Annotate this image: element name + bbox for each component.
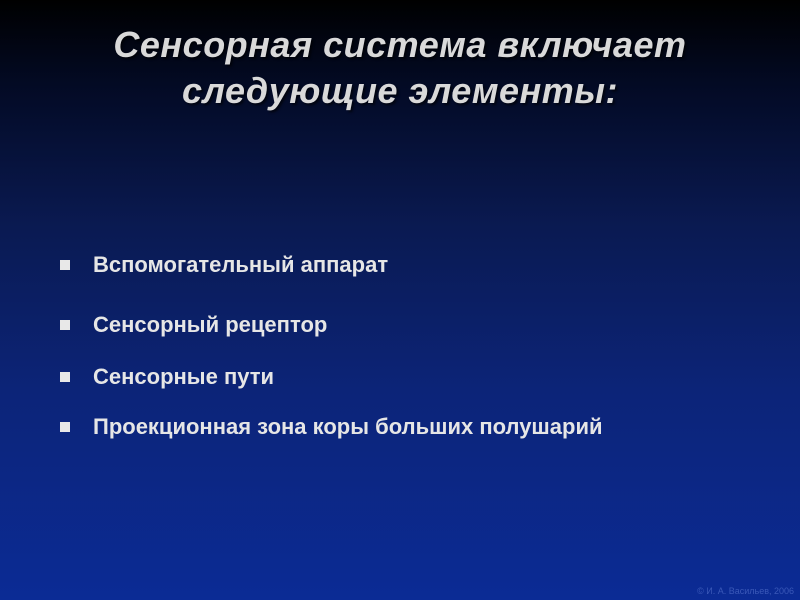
bullet-text: Сенсорный рецептор (93, 312, 328, 337)
square-bullet-icon (60, 320, 70, 330)
square-bullet-icon (60, 260, 70, 270)
square-bullet-icon (60, 372, 70, 382)
bullet-text: Сенсорные пути (93, 364, 275, 389)
slide-title (20, 22, 780, 114)
slide-title-line-2: следующие элементы: (182, 70, 618, 111)
copyright-note: © И. А. Васильев, 2006 (697, 586, 794, 596)
bullet-item-projection-zone (60, 412, 603, 442)
slide-title-line-1: Сенсорная система включает (113, 24, 687, 65)
bullet-item-sensory-receptor (60, 310, 327, 340)
bullet-text: Вспомогательный аппарат (93, 252, 389, 277)
square-bullet-icon (60, 422, 70, 432)
bullet-item-sensory-pathways (60, 362, 274, 392)
bullet-item-auxiliary-apparatus (60, 250, 388, 280)
bullet-text: Проекционная зона коры больших полушарий (93, 414, 603, 439)
